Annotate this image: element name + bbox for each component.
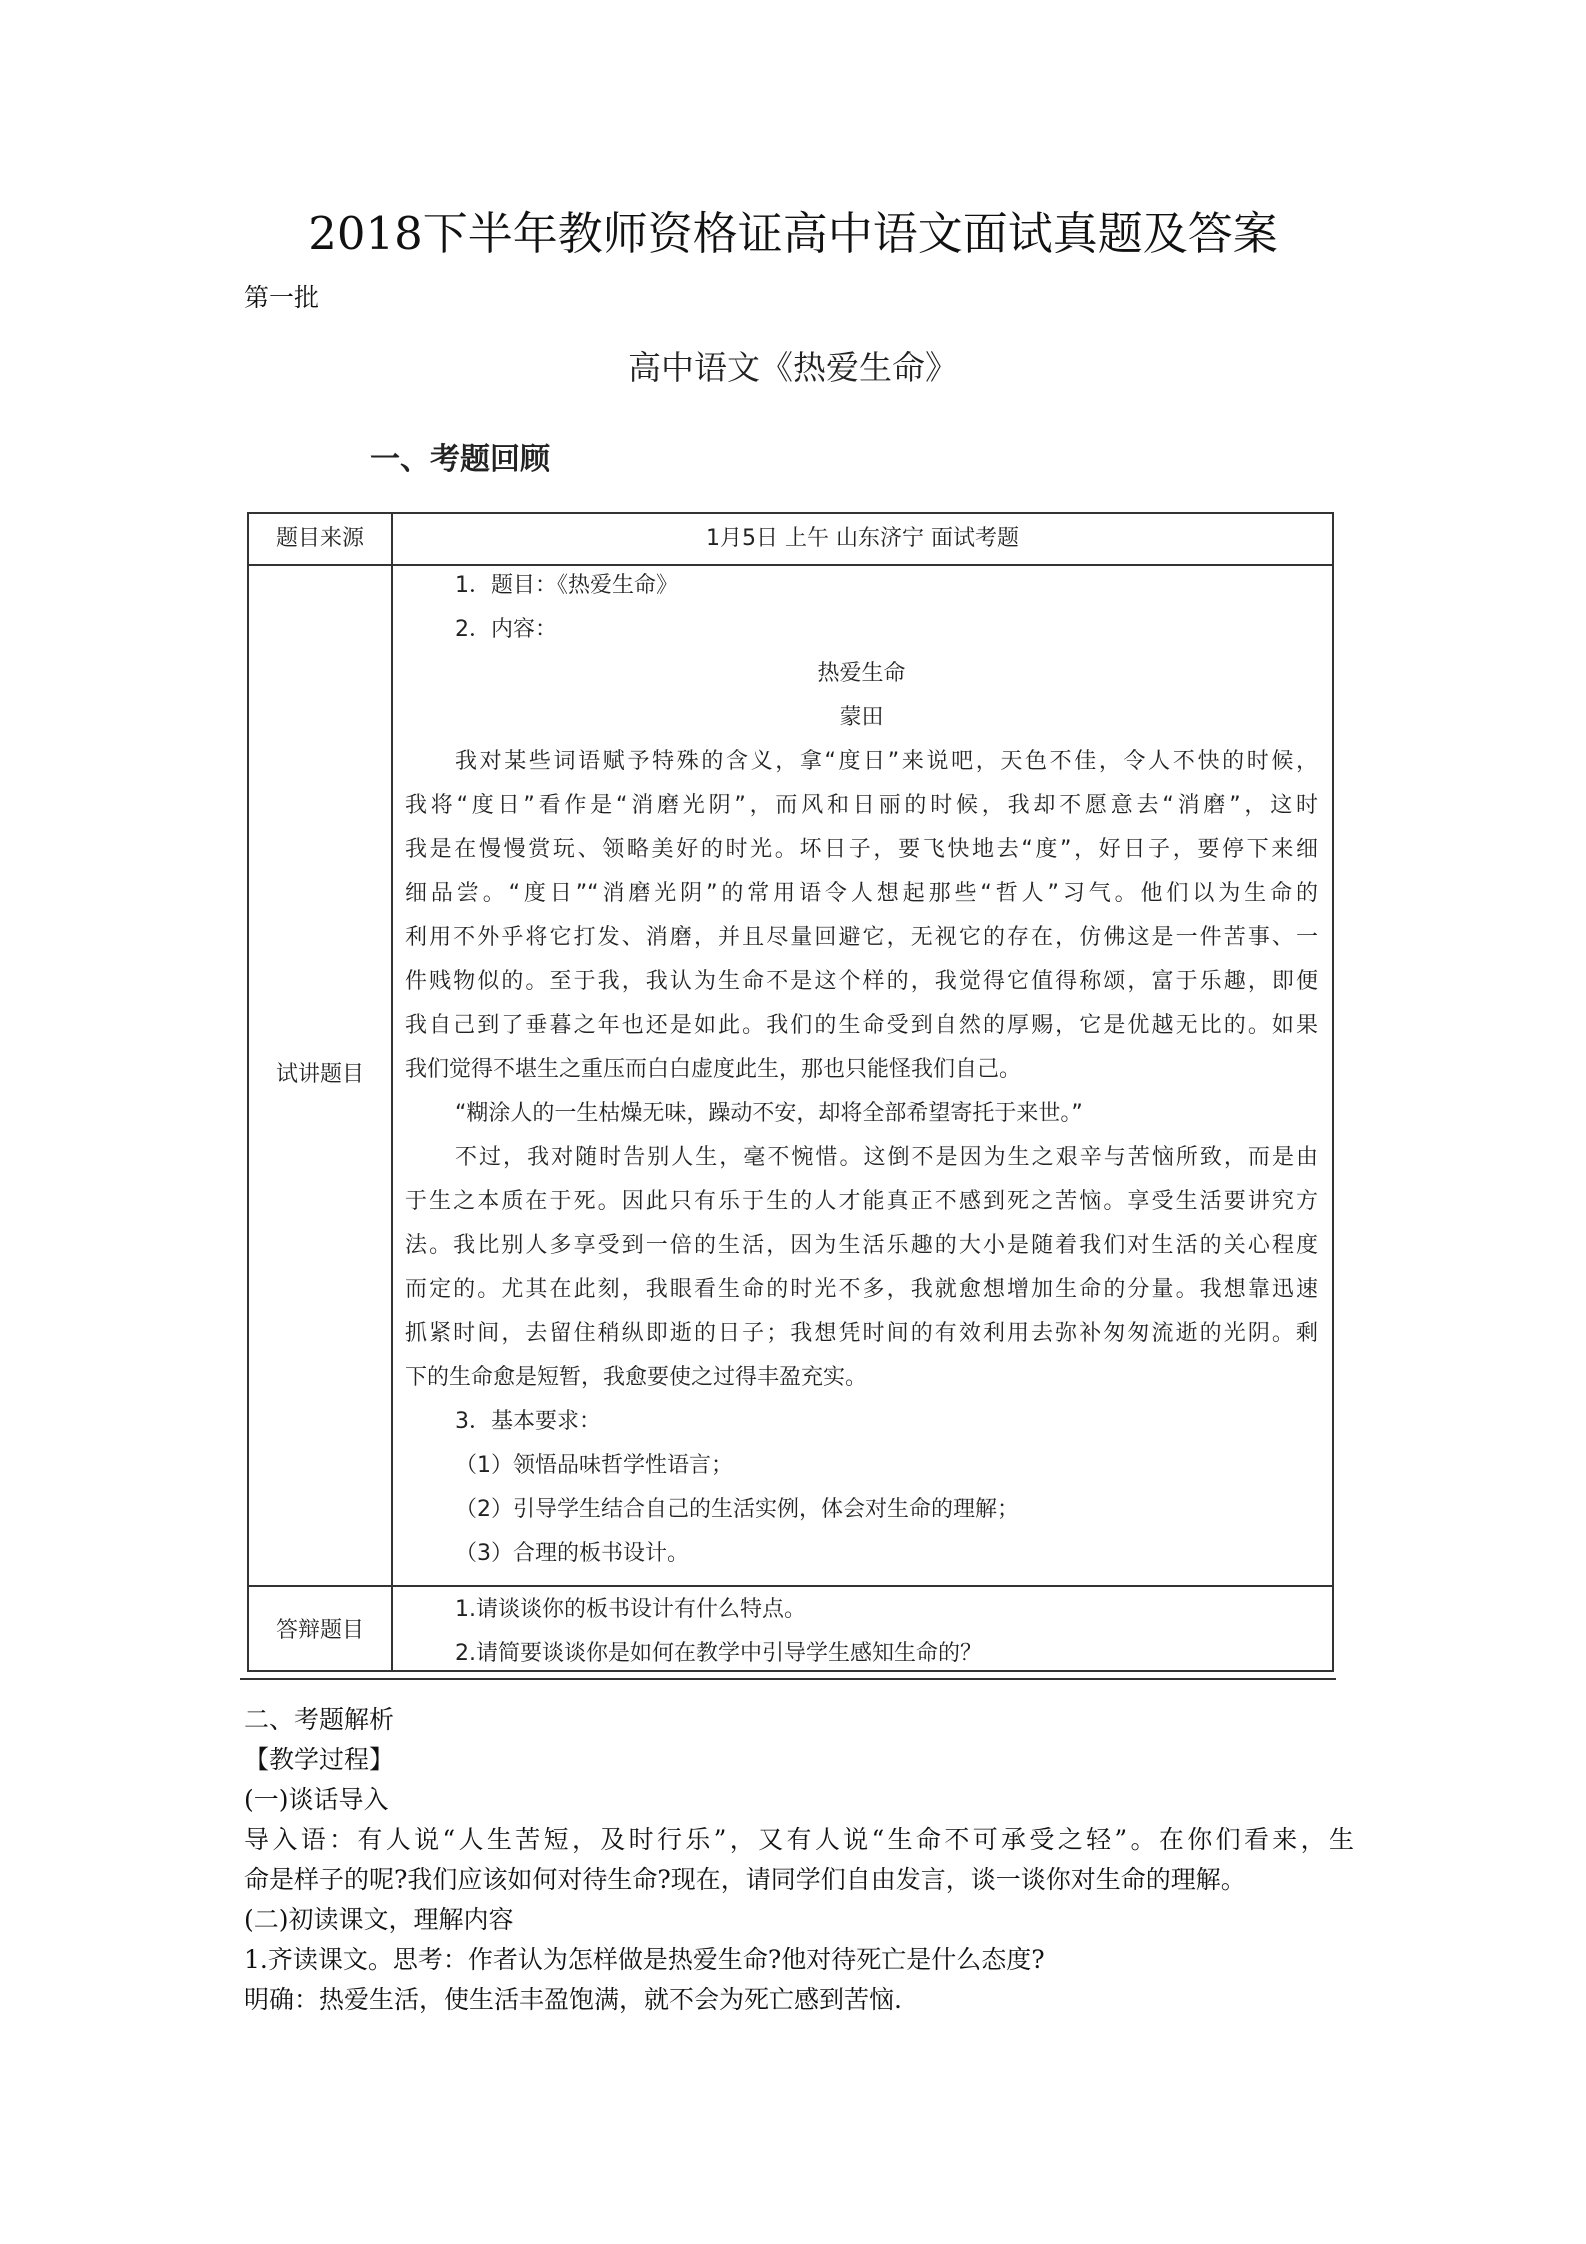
passage-line: 利用不外乎将它打发、消磨，并且尽量回避它，无视它的存在，仿佛这是一件苦事、一 (405, 925, 1318, 950)
exam-table (247, 512, 1334, 1672)
passage-line: 而定的。尤其在此刻，我眼看生命的时光不多，我就愈想增加生命的分量。我想靠迅速 (405, 1277, 1318, 1302)
defense-question: 2.请简要谈谈你是如何在教学中引导学生感知生命的？ (455, 1641, 982, 1666)
passage-line: 我是在慢慢赏玩、领略美好的时光。坏日子，要飞快地去“度”，好日子，要停下来细 (405, 837, 1318, 862)
analysis-section (244, 1700, 1354, 2020)
step2-heading: (二)初读课文，理解内容 (244, 1905, 514, 1934)
defense-question: 1.请谈谈你的板书设计有什么特点。 (455, 1597, 806, 1622)
requirement-item: （1）领悟品味哲学性语言； (455, 1453, 733, 1478)
table-row-divider (249, 1585, 1332, 1587)
lecture-line: 2．内容： (455, 617, 557, 642)
passage-line: 不过，我对随时告别人生，毫不惋惜。这倒不是因为生之艰辛与苦恼所致，而是由 (455, 1145, 1318, 1170)
intro-line: 命是样子的呢?我们应该如何对待生命?现在，请同学们自由发言，谈一谈你对生命的理解。 (244, 1865, 1246, 1894)
passage-line: 我对某些词语赋予特殊的含义，拿“度日”来说吧，天色不佳，令人不快的时候， (455, 749, 1318, 774)
passage-line: 我将“度日”看作是“消磨光阴”，而风和日丽的时候，我却不愿意去“消磨”，这时 (405, 793, 1318, 818)
section-analysis-heading: 二、考题解析 (244, 1705, 395, 1734)
requirement-item: （3）合理的板书设计。 (455, 1541, 689, 1566)
source-value: 1月5日 上午 山东济宁 面试考题 (706, 526, 1019, 551)
requirement-item: （2）引导学生结合自己的生活实例，体会对生命的理解； (455, 1497, 1019, 1522)
table-bottom-rule (240, 1678, 1336, 1680)
source-label: 题目来源 (275, 526, 364, 551)
defense-content (405, 1588, 1318, 1676)
passage-line: 我们觉得不堪生之重压而白白虚度此生，那也只能怪我们自己。 (405, 1057, 1022, 1082)
lecture-line: 1．题目：《热爱生命》 (455, 573, 678, 598)
passage-line: 抓紧时间，去留住稍纵即逝的日子；我想凭时间的有效利用去弥补匆匆流逝的光阴。剩 (405, 1321, 1318, 1346)
table-column-divider (391, 514, 393, 1670)
passage-title: 热爱生命 (817, 661, 906, 686)
question-1: 1.齐读课文。思考：作者认为怎样做是热爱生命?他对待死亡是什么态度? (244, 1945, 1045, 1974)
requirements-heading: 3．基本要求： (455, 1409, 601, 1434)
lecture-content (405, 564, 1318, 1576)
lecture-label: 试讲题目 (275, 1062, 364, 1087)
step1-heading: (一)谈话导入 (244, 1785, 389, 1814)
passage-line: 下的生命愈是短暂，我愈要使之过得丰盈充实。 (405, 1365, 868, 1390)
batch-label: 第一批 (244, 283, 320, 312)
passage-line: 细品尝。“度日”“消磨光阴”的常用语令人想起那些“哲人”习气。他们以为生命的 (405, 881, 1318, 906)
passage-line: 于生之本质在于死。因此只有乐于生的人才能真正不感到死之苦恼。享受生活要讲究方 (405, 1189, 1318, 1214)
passage-line: 我自己到了垂暮之年也还是如此。我们的生命受到自然的厚赐，它是优越无比的。如果 (405, 1013, 1318, 1038)
defense-label: 答辩题目 (275, 1618, 364, 1643)
passage-quote: “糊涂人的一生枯燥无味，躁动不安，却将全部希望寄托于来世。” (455, 1101, 1083, 1126)
page-title: 2018下半年教师资格证高中语文面试真题及答案 (308, 207, 1278, 260)
passage-line: 法。我比别人多享受到一倍的生活，因为生活乐趣的大小是随着我们对生活的关心程度 (405, 1233, 1318, 1258)
answer-1: 明确：热爱生活，使生活丰盈饱满，就不会为死亡感到苦恼. (244, 1985, 902, 2014)
intro-line: 导入语：有人说“人生苦短，及时行乐”，又有人说“生命不可承受之轻”。在你们看来，生 (244, 1825, 1354, 1854)
lesson-title: 高中语文《热爱生命》 (628, 348, 958, 387)
section-review-heading: 一、考题回顾 (370, 442, 550, 477)
process-heading: 【教学过程】 (244, 1745, 395, 1774)
passage-line: 件贱物似的。至于我，我认为生命不是这个样的，我觉得它值得称颂，富于乐趣，即便 (405, 969, 1318, 994)
passage-author: 蒙田 (839, 705, 884, 730)
